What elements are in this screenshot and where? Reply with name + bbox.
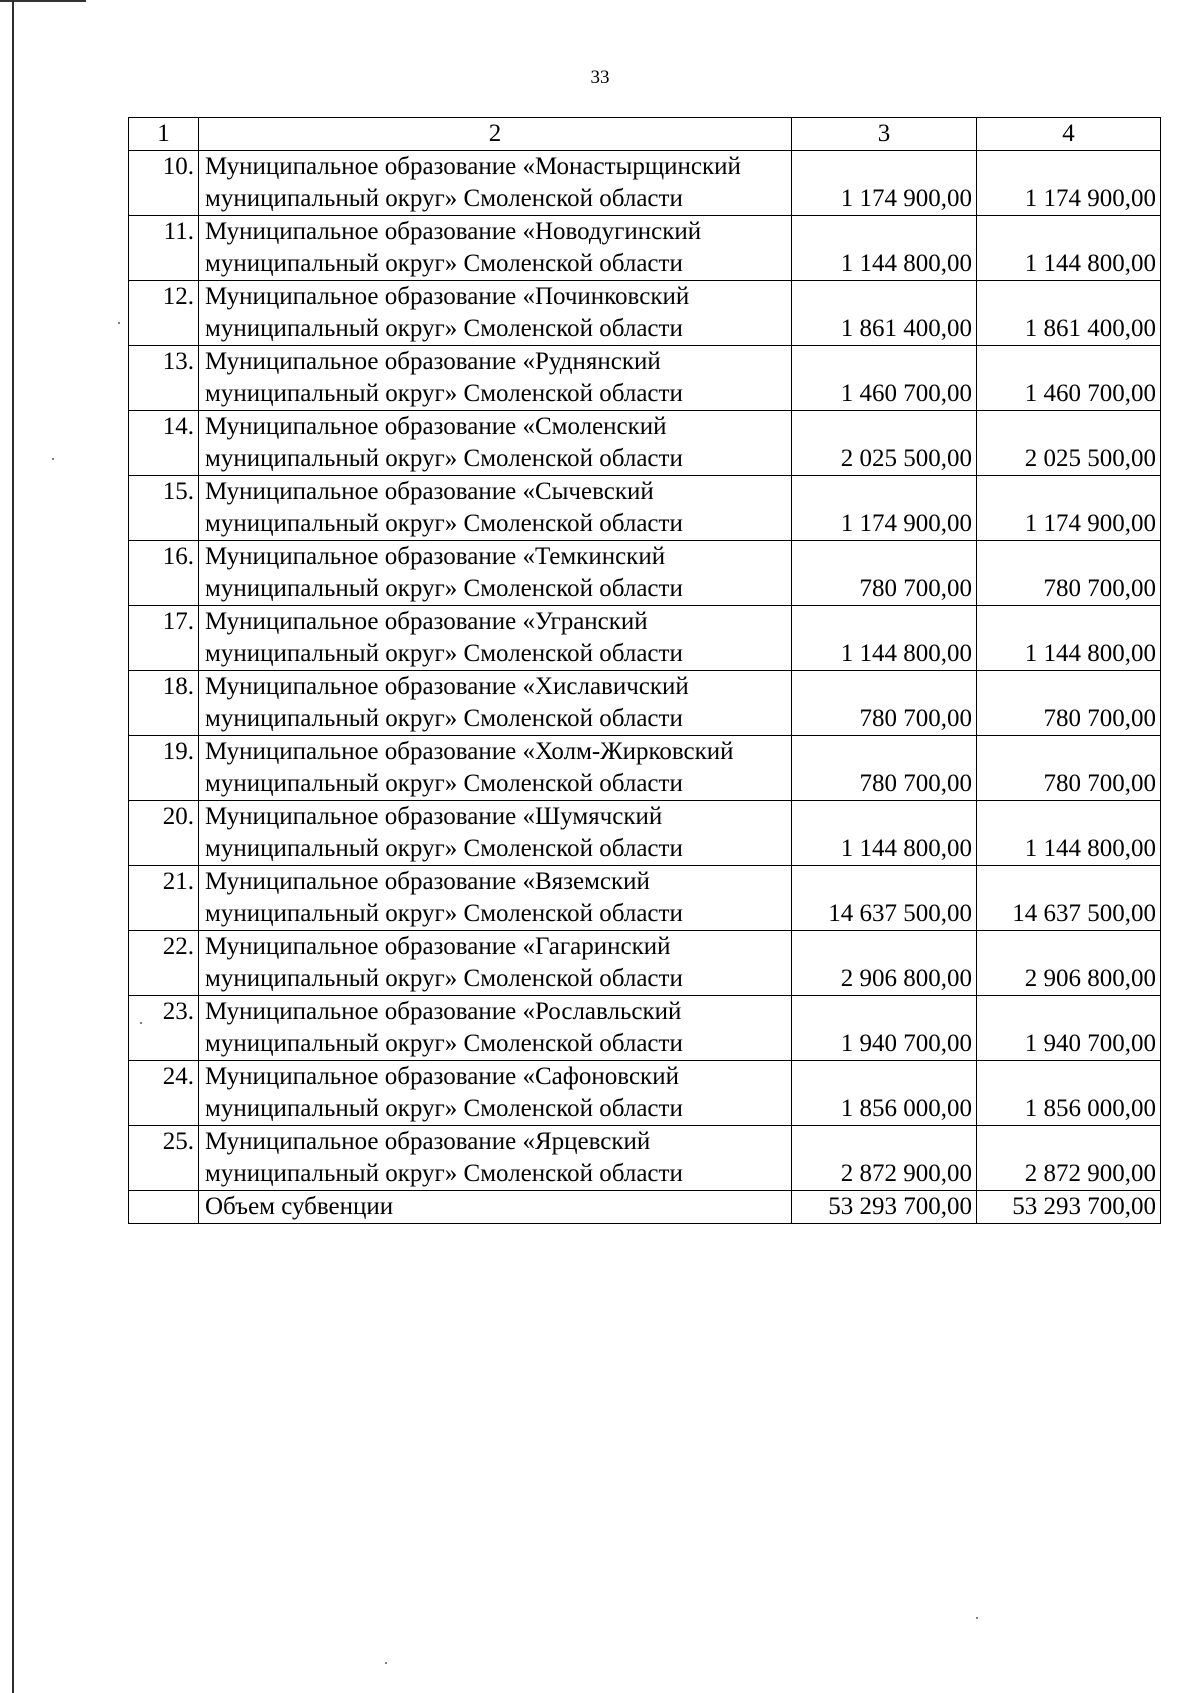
row-number: 17.: [129, 606, 199, 671]
table-row: [129, 931, 1161, 996]
row-number: 11.: [129, 216, 199, 281]
table-header-row: [129, 118, 1161, 151]
table-row: [129, 736, 1161, 801]
header-cell-4: 4: [977, 118, 1161, 151]
row-number: 25.: [129, 1126, 199, 1191]
scan-speck: [385, 1662, 387, 1664]
amount-col4: 1 460 700,00: [977, 346, 1161, 411]
amount-col4: 2 906 800,00: [977, 931, 1161, 996]
municipality-name: Муниципальное образование «Смоленский муниципальный округ» Смоленской области: [199, 411, 792, 476]
amount-col3: 1 861 400,00: [792, 281, 977, 346]
header-cell-2: 2: [199, 118, 792, 151]
municipality-name: Муниципальное образование «Гагаринский муниципальный округ» Смоленской области: [199, 931, 792, 996]
table-row: [129, 1061, 1161, 1126]
municipality-name: Муниципальное образование «Хиславичский муниципальный округ» Смоленской области: [199, 671, 792, 736]
table-row: [129, 411, 1161, 476]
amount-col3: 1 174 900,00: [792, 476, 977, 541]
total-row: [129, 1191, 1161, 1224]
scan-speck: [52, 458, 54, 460]
row-number: 13.: [129, 346, 199, 411]
page-number: 33: [590, 67, 610, 88]
amount-col4: 14 637 500,00: [977, 866, 1161, 931]
amount-col3: 780 700,00: [792, 541, 977, 606]
table-row: [129, 996, 1161, 1061]
amount-col3: 14 637 500,00: [792, 866, 977, 931]
municipality-name: Муниципальное образование «Новодугинский муниципальный округ» Смоленской области: [199, 216, 792, 281]
total-label: Объем субвенции: [199, 1191, 792, 1224]
municipality-name: Муниципальное образование «Сафоновский муниципальный округ» Смоленской области: [199, 1061, 792, 1126]
header-cell-1: 1: [129, 118, 199, 151]
municipality-name: Муниципальное образование «Угранский муниципальный округ» Смоленской области: [199, 606, 792, 671]
amount-col4: 1 174 900,00: [977, 151, 1161, 216]
total-number-cell: [129, 1191, 199, 1224]
amount-col4: 780 700,00: [977, 541, 1161, 606]
row-number: 10.: [129, 151, 199, 216]
table-row: [129, 216, 1161, 281]
scan-edge-left: [12, 0, 14, 1693]
subvention-table: [128, 117, 1161, 1224]
table-row: [129, 541, 1161, 606]
amount-col3: 2 025 500,00: [792, 411, 977, 476]
scan-speck: [976, 1617, 978, 1619]
table-row: [129, 151, 1161, 216]
row-number: 14.: [129, 411, 199, 476]
row-number: 23.: [129, 996, 199, 1061]
amount-col3: 2 906 800,00: [792, 931, 977, 996]
amount-col3: 1 940 700,00: [792, 996, 977, 1061]
total-col3: 53 293 700,00: [792, 1191, 977, 1224]
municipality-name: Муниципальное образование «Сычевский муниципальный округ» Смоленской области: [199, 476, 792, 541]
amount-col4: 1 861 400,00: [977, 281, 1161, 346]
amount-col4: 1 174 900,00: [977, 476, 1161, 541]
row-number: 18.: [129, 671, 199, 736]
amount-col3: 1 144 800,00: [792, 216, 977, 281]
scan-speck: [118, 322, 120, 324]
municipality-name: Муниципальное образование «Ярцевский муниципальный округ» Смоленской области: [199, 1126, 792, 1191]
amount-col3: 2 872 900,00: [792, 1126, 977, 1191]
table-body: [129, 118, 1161, 1224]
row-number: 20.: [129, 801, 199, 866]
amount-col3: 1 460 700,00: [792, 346, 977, 411]
amount-col3: 1 174 900,00: [792, 151, 977, 216]
municipality-name: Муниципальное образование «Починковский муниципальный округ» Смоленской области: [199, 281, 792, 346]
amount-col4: 1 940 700,00: [977, 996, 1161, 1061]
row-number: 22.: [129, 931, 199, 996]
table-row: [129, 671, 1161, 736]
amount-col4: 1 144 800,00: [977, 216, 1161, 281]
amount-col3: 1 144 800,00: [792, 606, 977, 671]
municipality-name: Муниципальное образование «Вяземский муниципальный округ» Смоленской области: [199, 866, 792, 931]
row-number: 16.: [129, 541, 199, 606]
row-number: 21.: [129, 866, 199, 931]
amount-col4: 780 700,00: [977, 671, 1161, 736]
table-row: [129, 476, 1161, 541]
amount-col4: 2 872 900,00: [977, 1126, 1161, 1191]
amount-col4: 2 025 500,00: [977, 411, 1161, 476]
amount-col3: 1 144 800,00: [792, 801, 977, 866]
amount-col3: 1 856 000,00: [792, 1061, 977, 1126]
amount-col3: 780 700,00: [792, 736, 977, 801]
municipality-name: Муниципальное образование «Темкинский муниципальный округ» Смоленской области: [199, 541, 792, 606]
row-number: 12.: [129, 281, 199, 346]
amount-col4: 780 700,00: [977, 736, 1161, 801]
table-row: [129, 606, 1161, 671]
total-col4: 53 293 700,00: [977, 1191, 1161, 1224]
table-row: [129, 801, 1161, 866]
row-number: 24.: [129, 1061, 199, 1126]
table-row: [129, 281, 1161, 346]
row-number: 15.: [129, 476, 199, 541]
municipality-name: Муниципальное образование «Холм-Жирковский муниципальный округ» Смоленской области: [199, 736, 792, 801]
municipality-name: Муниципальное образование «Шумячский муниципальный округ» Смоленской области: [199, 801, 792, 866]
table-row: [129, 346, 1161, 411]
amount-col4: 1 856 000,00: [977, 1061, 1161, 1126]
municipality-name: Муниципальное образование «Монастырщинский муниципальный округ» Смоленской области: [199, 151, 792, 216]
amount-col4: 1 144 800,00: [977, 606, 1161, 671]
table-row: [129, 1126, 1161, 1191]
header-cell-3: 3: [792, 118, 977, 151]
amount-col4: 1 144 800,00: [977, 801, 1161, 866]
municipality-name: Муниципальное образование «Рославльский муниципальный округ» Смоленской области: [199, 996, 792, 1061]
municipality-name: Муниципальное образование «Руднянский муниципальный округ» Смоленской области: [199, 346, 792, 411]
table-row: [129, 866, 1161, 931]
amount-col3: 780 700,00: [792, 671, 977, 736]
row-number: 19.: [129, 736, 199, 801]
